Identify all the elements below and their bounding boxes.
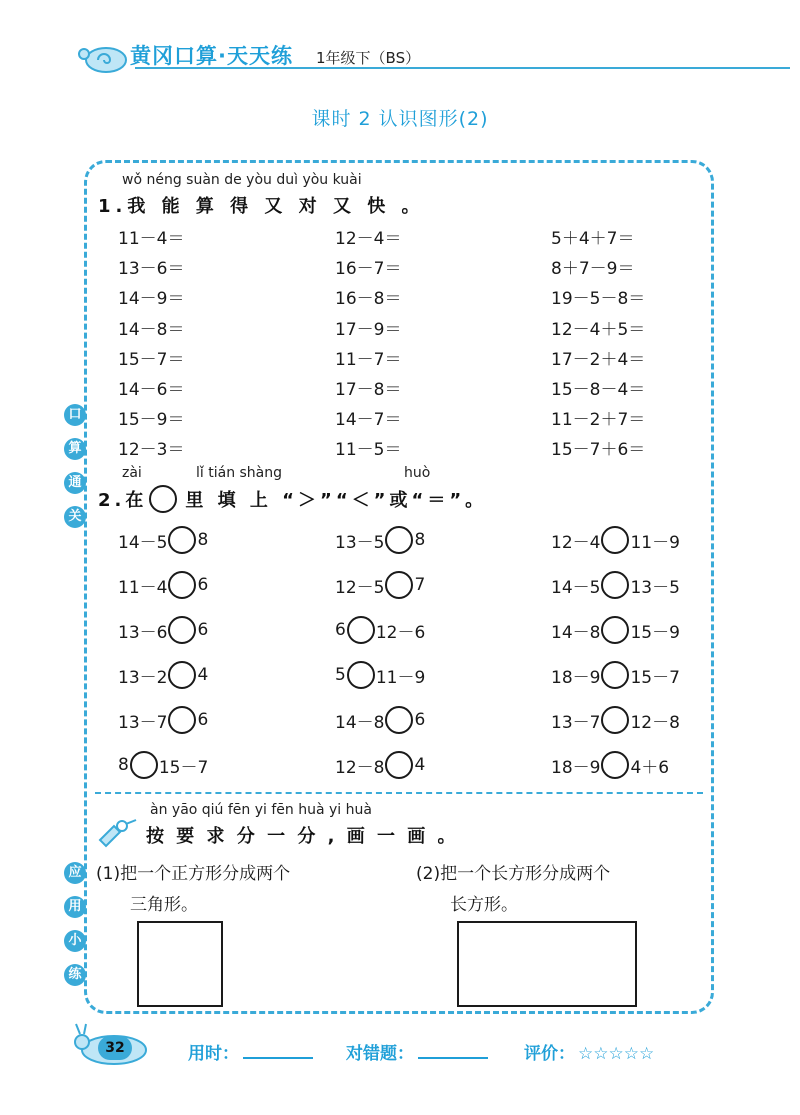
calc-item: 15－8－4＝ [551, 380, 646, 400]
compare-item [118, 526, 208, 554]
answer-circle[interactable] [601, 526, 629, 554]
compare-right: 8 [197, 530, 209, 550]
compare-left: 12－4 [551, 532, 601, 553]
calc-item: 17－8＝ [335, 380, 402, 400]
compare-item [551, 751, 669, 779]
compare-right: 4 [414, 755, 426, 775]
compare-left: 5 [335, 665, 346, 685]
compare-item [551, 661, 680, 689]
side-badge: 应 [64, 862, 86, 884]
rating-field [524, 1039, 654, 1064]
snail-logo-icon [76, 40, 132, 74]
grade-label: 1年级下（BS） [316, 49, 421, 67]
rating-stars-icon[interactable]: ☆☆☆☆☆ [578, 1044, 655, 1064]
calc-item: 16－8＝ [335, 289, 402, 310]
header-rule [135, 67, 790, 69]
compare-item [335, 661, 425, 689]
calc-item: 14－6＝ [118, 380, 185, 400]
compare-item [335, 751, 425, 779]
compare-item [551, 526, 680, 554]
compare-left: 11－4 [118, 577, 168, 598]
compare-right: 6 [414, 710, 426, 730]
rectangle-drawing-area[interactable] [457, 921, 637, 1007]
calc-item: 8＋7－9＝ [551, 259, 635, 280]
answer-circle[interactable] [130, 751, 158, 779]
calc-item: 15－7＝ [118, 349, 185, 370]
compare-right: 11－9 [375, 667, 426, 688]
compare-right: 7 [414, 575, 426, 595]
answer-circle[interactable] [385, 571, 413, 599]
compare-item [335, 571, 425, 599]
compare-right: 6 [197, 710, 209, 730]
answer-circle[interactable] [385, 526, 413, 554]
errors-blank[interactable] [418, 1043, 488, 1059]
answer-circle[interactable] [347, 616, 375, 644]
compare-left: 8 [118, 755, 129, 775]
section1-title: 1.我 能 算 得 又 对 又 快 。 [98, 196, 425, 217]
calc-item: 12－4＋5＝ [551, 319, 646, 340]
answer-circle[interactable] [168, 706, 196, 734]
answer-circle[interactable] [168, 616, 196, 644]
brand-title: 黄冈口算·天天练 [130, 44, 293, 68]
compare-right: 15－7 [158, 757, 209, 778]
calc-item: 12－3＝ [118, 440, 185, 461]
calc-item: 17－2＋4＝ [551, 349, 646, 370]
compare-left: 13－6 [118, 622, 168, 643]
compare-right: 12－8 [630, 712, 680, 733]
compare-right: 15－7 [630, 667, 680, 688]
compare-right: 15－9 [630, 622, 680, 643]
compare-item [551, 571, 680, 599]
compare-right: 6 [197, 575, 209, 595]
compare-right: 11－9 [630, 532, 680, 553]
side-badge: 口 [64, 404, 86, 426]
compare-left: 14－8 [551, 622, 601, 643]
compare-item [118, 751, 208, 779]
time-blank[interactable] [243, 1043, 313, 1059]
section3-title: 按 要 求 分 一 分 , 画 一 画 。 [146, 826, 459, 847]
calc-item: 14－8＝ [118, 319, 185, 340]
compare-right: 4＋6 [630, 757, 670, 778]
compare-item [335, 616, 425, 644]
task1-line2: 三角形。 [130, 895, 198, 915]
compare-left: 13－5 [335, 532, 385, 553]
compare-left: 13－7 [551, 712, 601, 733]
answer-circle[interactable] [601, 706, 629, 734]
compare-left: 12－8 [335, 757, 385, 778]
compare-left: 18－9 [551, 667, 601, 688]
section2-title [98, 485, 487, 513]
calc-item: 12－4＝ [335, 229, 402, 249]
compare-item [551, 616, 680, 644]
section2-title-start: 2.在 [98, 490, 148, 511]
calc-item: 19－5－8＝ [551, 289, 646, 310]
answer-circle[interactable] [601, 616, 629, 644]
answer-circle[interactable] [385, 706, 413, 734]
side-badge: 练 [64, 964, 86, 986]
rating-label: 评价： [524, 1044, 575, 1064]
calc-item: 11－4＝ [118, 229, 185, 249]
calc-item: 17－9＝ [335, 319, 402, 340]
section2-pinyin-mid: lǐ tián shàng [196, 465, 283, 481]
section2-title-end: 里 填 上 “＞”“＜”或“＝”。 [185, 490, 488, 511]
task2-line1: (2)把一个长方形分成两个 [416, 864, 611, 884]
compare-item [118, 571, 208, 599]
page-number: 32 [98, 1036, 132, 1060]
compare-right: 6 [197, 620, 209, 640]
calc-item: 11－2＋7＝ [551, 410, 646, 431]
side-badge: 用 [64, 896, 86, 918]
side-badge: 通 [64, 472, 86, 494]
side-badge: 关 [64, 506, 86, 528]
square-drawing-area[interactable] [137, 921, 223, 1007]
calc-item: 13－6＝ [118, 259, 185, 280]
section2-pinyin-zai: zài [122, 465, 142, 481]
time-label: 用时： [188, 1044, 239, 1064]
calc-item: 14－7＝ [335, 410, 402, 431]
answer-circle[interactable] [385, 751, 413, 779]
time-field [188, 1039, 313, 1064]
sample-circle-icon [149, 485, 177, 513]
compare-left: 6 [335, 620, 346, 640]
task1-line1: (1)把一个正方形分成两个 [96, 864, 291, 884]
answer-circle[interactable] [601, 661, 629, 689]
compare-item [118, 706, 208, 734]
answer-circle[interactable] [168, 571, 196, 599]
answer-circle[interactable] [168, 661, 196, 689]
section-divider [95, 792, 703, 794]
compare-item [551, 706, 680, 734]
compare-item [118, 616, 208, 644]
lesson-title: 课时 2 认识图形(2) [311, 108, 489, 130]
errors-field [346, 1039, 488, 1064]
errors-label: 对错题： [346, 1044, 414, 1064]
calc-item: 11－7＝ [335, 349, 402, 370]
calc-item: 15－9＝ [118, 410, 185, 431]
answer-circle[interactable] [601, 571, 629, 599]
compare-right: 13－5 [630, 577, 680, 598]
compare-right: 8 [414, 530, 426, 550]
compare-left: 13－2 [118, 667, 168, 688]
task2-line2: 长方形。 [450, 895, 518, 915]
calc-item: 16－7＝ [335, 259, 402, 280]
answer-circle[interactable] [168, 526, 196, 554]
compare-right: 12－6 [375, 622, 426, 643]
compare-item [118, 661, 208, 689]
calc-item: 14－9＝ [118, 289, 185, 310]
answer-circle[interactable] [601, 751, 629, 779]
section2-pinyin-huo: huò [404, 465, 431, 481]
pencil-hand-icon [96, 818, 138, 848]
compare-left: 18－9 [551, 757, 601, 778]
answer-circle[interactable] [347, 661, 375, 689]
section1-pinyin: wǒ néng suàn de yòu duì yòu kuài [122, 172, 362, 188]
compare-left: 14－5 [551, 577, 601, 598]
calc-item: 5＋4＋7＝ [551, 229, 635, 249]
side-badge: 算 [64, 438, 86, 460]
compare-right: 4 [197, 665, 209, 685]
compare-left: 14－8 [335, 712, 385, 733]
compare-item [335, 526, 425, 554]
calc-item: 11－5＝ [335, 440, 402, 461]
section3-pinyin: àn yāo qiú fēn yi fēn huà yi huà [150, 802, 372, 818]
compare-item [335, 706, 425, 734]
compare-left: 13－7 [118, 712, 168, 733]
side-badge: 小 [64, 930, 86, 952]
calc-item: 15－7＋6＝ [551, 440, 646, 461]
compare-left: 14－5 [118, 532, 168, 553]
compare-left: 12－5 [335, 577, 385, 598]
